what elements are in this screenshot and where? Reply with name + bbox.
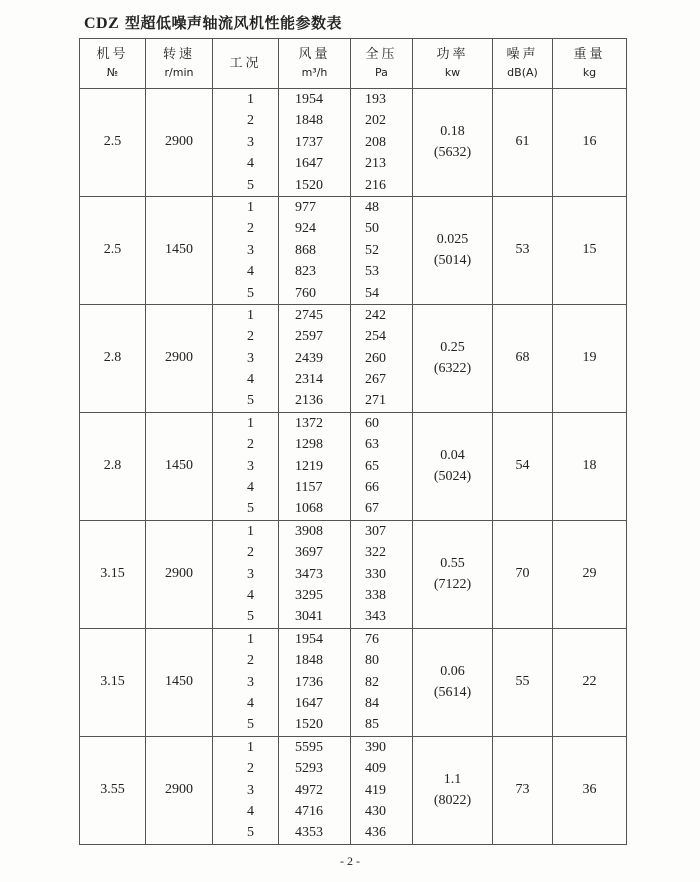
- table-row: [80, 736, 627, 844]
- condition-cell-value: 4: [247, 156, 254, 172]
- header-speed-unit: r/min: [164, 65, 194, 79]
- pressure-cell: [351, 736, 413, 844]
- header-power-unit: kw: [444, 65, 461, 79]
- power-cell: [413, 736, 493, 844]
- pressure-cell-value: 242: [365, 307, 386, 323]
- power-value: 0.25: [440, 340, 465, 356]
- airflow-cell-value: 3041: [295, 609, 323, 625]
- condition-cell: [213, 412, 279, 520]
- weight-cell: 29: [553, 520, 627, 628]
- pressure-cell-value: 322: [365, 545, 386, 561]
- weight-cell: 22: [553, 628, 627, 736]
- header-weight: [553, 39, 627, 89]
- airflow-cell-value: 1372: [295, 415, 323, 431]
- airflow-cell-value: 4716: [295, 803, 323, 819]
- condition-cell: [213, 628, 279, 736]
- condition-cell-value: 3: [247, 242, 254, 258]
- pressure-cell-value: 343: [365, 609, 386, 625]
- pressure-cell-value: 50: [365, 221, 379, 237]
- airflow-cell-value: 1737: [295, 134, 323, 150]
- pressure-cell-value: 52: [365, 242, 379, 258]
- condition-cell-value: 2: [247, 113, 254, 129]
- motor-model: (8022): [433, 793, 472, 809]
- airflow-cell-value: 3697: [295, 545, 323, 561]
- header-noise-label: 噪声: [506, 46, 539, 62]
- pressure-cell-value: 63: [365, 437, 379, 453]
- noise-cell: 55: [493, 628, 553, 736]
- condition-cell-value: 3: [247, 458, 254, 474]
- pressure-cell: [351, 304, 413, 412]
- header-pressure-unit: Pa: [375, 65, 388, 79]
- pressure-cell-value: 436: [365, 825, 386, 841]
- noise-cell: 68: [493, 304, 553, 412]
- weight-cell: 19: [553, 304, 627, 412]
- condition-cell-value: 1: [247, 631, 254, 647]
- pressure-cell-value: 53: [365, 264, 379, 280]
- condition-cell-value: 4: [247, 372, 254, 388]
- airflow-cell: [279, 304, 351, 412]
- pressure-cell-value: 54: [365, 285, 379, 301]
- noise-cell: 54: [493, 412, 553, 520]
- title-text: 型超低噪声轴流风机性能参数表: [125, 14, 343, 32]
- airflow-cell-value: 760: [295, 285, 316, 301]
- motor-model: (5614): [433, 685, 472, 701]
- condition-cell-value: 3: [247, 782, 254, 798]
- airflow-cell-value: 1848: [295, 113, 323, 129]
- power-cell: [413, 89, 493, 197]
- table-row: [80, 628, 627, 736]
- header-noise-unit: dB(A): [507, 65, 538, 79]
- airflow-cell-value: 1298: [295, 437, 323, 453]
- pressure-cell-value: 430: [365, 803, 386, 819]
- airflow-cell-value: 1520: [295, 177, 323, 193]
- table-body: [80, 89, 627, 845]
- header-pressure-label: 全压: [365, 46, 398, 62]
- pressure-cell-value: 84: [365, 695, 379, 711]
- table-row: [80, 304, 627, 412]
- airflow-cell-value: 2314: [295, 372, 323, 388]
- pressure-cell-value: 67: [365, 501, 379, 517]
- condition-cell-value: 1: [247, 415, 254, 431]
- pressure-cell-value: 48: [365, 199, 379, 215]
- condition-cell: [213, 196, 279, 304]
- header-power: [413, 39, 493, 89]
- airflow-cell-value: 2745: [295, 307, 323, 323]
- airflow-cell-value: 1219: [295, 458, 323, 474]
- airflow-cell: [279, 89, 351, 197]
- header-noise: [493, 39, 553, 89]
- power-value: 0.18: [440, 124, 465, 140]
- weight-cell: 18: [553, 412, 627, 520]
- power-value: 0.06: [440, 664, 465, 680]
- airflow-cell-value: 3473: [295, 566, 323, 582]
- condition-cell: [213, 89, 279, 197]
- speed-cell: 2900: [146, 89, 213, 197]
- header-speed: [146, 39, 213, 89]
- condition-cell-value: 5: [247, 177, 254, 193]
- speed-cell: 2900: [146, 304, 213, 412]
- power-cell: [413, 196, 493, 304]
- model-cell: 2.8: [80, 304, 146, 412]
- header-model-unit: №: [106, 65, 119, 79]
- noise-cell: 73: [493, 736, 553, 844]
- condition-cell: [213, 520, 279, 628]
- pressure-cell-value: 66: [365, 480, 379, 496]
- airflow-cell-value: 2136: [295, 393, 323, 409]
- power-value: 0.04: [440, 448, 465, 464]
- pressure-cell-value: 82: [365, 674, 379, 690]
- pressure-cell-value: 307: [365, 523, 386, 539]
- model-cell: 2.8: [80, 412, 146, 520]
- condition-cell-value: 2: [247, 653, 254, 669]
- airflow-cell: [279, 196, 351, 304]
- pressure-cell: [351, 628, 413, 736]
- condition-cell-value: 4: [247, 803, 254, 819]
- noise-cell: 61: [493, 89, 553, 197]
- pressure-cell-value: 419: [365, 782, 386, 798]
- header-power-label: 功率: [436, 46, 469, 62]
- airflow-cell-value: 4353: [295, 825, 323, 841]
- airflow-cell-value: 823: [295, 264, 316, 280]
- pressure-cell: [351, 520, 413, 628]
- noise-cell: 53: [493, 196, 553, 304]
- header-airflow-unit: m³/h: [301, 65, 328, 79]
- condition-cell-value: 4: [247, 264, 254, 280]
- airflow-cell-value: 1954: [295, 631, 323, 647]
- pressure-cell-value: 65: [365, 458, 379, 474]
- condition-cell-value: 1: [247, 523, 254, 539]
- condition-cell-value: 3: [247, 350, 254, 366]
- condition-cell-value: 5: [247, 393, 254, 409]
- speed-cell: 2900: [146, 736, 213, 844]
- motor-model: (5014): [433, 253, 472, 269]
- airflow-cell-value: 1157: [295, 480, 323, 496]
- airflow-cell: [279, 520, 351, 628]
- pressure-cell-value: 267: [365, 372, 386, 388]
- airflow-cell-value: 868: [295, 242, 316, 258]
- pressure-cell-value: 193: [365, 92, 386, 107]
- pressure-cell-value: 254: [365, 329, 386, 345]
- motor-model: (7122): [433, 577, 472, 593]
- condition-cell-value: 5: [247, 717, 254, 733]
- airflow-cell: [279, 412, 351, 520]
- power-value: 1.1: [443, 772, 462, 788]
- airflow-cell-value: 2597: [295, 329, 323, 345]
- condition-cell-value: 4: [247, 480, 254, 496]
- airflow-cell-value: 5595: [295, 739, 323, 755]
- header-condition: [213, 39, 279, 89]
- pressure-cell-value: 76: [365, 631, 379, 647]
- airflow-cell-value: 1647: [295, 156, 323, 172]
- condition-cell-value: 1: [247, 199, 254, 215]
- condition-cell-value: 1: [247, 92, 254, 107]
- condition-cell-value: 3: [247, 674, 254, 690]
- power-cell: [413, 412, 493, 520]
- table-row: [80, 196, 627, 304]
- condition-cell-value: 3: [247, 134, 254, 150]
- motor-model: (5632): [433, 145, 472, 161]
- header-condition-label: 工况: [229, 55, 262, 71]
- pressure-cell-value: 60: [365, 415, 379, 431]
- model-cell: 3.15: [80, 628, 146, 736]
- table-header-row: [80, 39, 627, 89]
- pressure-cell-value: 260: [365, 350, 386, 366]
- pressure-cell-value: 330: [365, 566, 386, 582]
- airflow-cell-value: 2439: [295, 350, 323, 366]
- airflow-cell-value: 3908: [295, 523, 323, 539]
- weight-cell: 36: [553, 736, 627, 844]
- model-cell: 2.5: [80, 196, 146, 304]
- header-model: [80, 39, 146, 89]
- condition-cell: [213, 736, 279, 844]
- pressure-cell-value: 213: [365, 156, 386, 172]
- pressure-cell: [351, 196, 413, 304]
- performance-table: [79, 38, 627, 845]
- table-row: [80, 520, 627, 628]
- pressure-cell-value: 202: [365, 113, 386, 129]
- airflow-cell: [279, 736, 351, 844]
- power-cell: [413, 628, 493, 736]
- pressure-cell-value: 271: [365, 393, 386, 409]
- airflow-cell-value: 1647: [295, 695, 323, 711]
- pressure-cell-value: 409: [365, 761, 386, 777]
- condition-cell-value: 2: [247, 329, 254, 345]
- power-cell: [413, 304, 493, 412]
- condition-cell-value: 3: [247, 566, 254, 582]
- condition-cell-value: 5: [247, 285, 254, 301]
- airflow-cell-value: 924: [295, 221, 316, 237]
- airflow-cell-value: 1520: [295, 717, 323, 733]
- model-cell: 3.15: [80, 520, 146, 628]
- condition-cell-value: 1: [247, 307, 254, 323]
- airflow-cell-value: 4972: [295, 782, 323, 798]
- table-row: [80, 89, 627, 197]
- condition-cell-value: 5: [247, 825, 254, 841]
- pressure-cell-value: 390: [365, 739, 386, 755]
- pressure-cell: [351, 412, 413, 520]
- condition-cell-value: 1: [247, 739, 254, 755]
- pressure-cell-value: 208: [365, 134, 386, 150]
- noise-cell: 70: [493, 520, 553, 628]
- header-weight-unit: kg: [582, 65, 597, 79]
- power-value: 0.55: [440, 556, 465, 572]
- speed-cell: 1450: [146, 196, 213, 304]
- pressure-cell-value: 85: [365, 717, 379, 733]
- model-cell: 2.5: [80, 89, 146, 197]
- airflow-cell-value: 1736: [295, 674, 323, 690]
- airflow-cell-value: 1954: [295, 92, 323, 107]
- table-row: [80, 412, 627, 520]
- power-cell: [413, 520, 493, 628]
- title-code: CDZ: [84, 15, 120, 32]
- weight-cell: 15: [553, 196, 627, 304]
- pressure-cell: [351, 89, 413, 197]
- airflow-cell-value: 3295: [295, 587, 323, 603]
- condition-cell-value: 5: [247, 501, 254, 517]
- condition-cell-value: 5: [247, 609, 254, 625]
- pressure-cell-value: 216: [365, 177, 386, 193]
- condition-cell-value: 2: [247, 221, 254, 237]
- power-value: 0.025: [436, 232, 469, 248]
- weight-cell: 16: [553, 89, 627, 197]
- model-cell: 3.55: [80, 736, 146, 844]
- airflow-cell: [279, 628, 351, 736]
- motor-model: (6322): [433, 361, 472, 377]
- condition-cell-value: 4: [247, 695, 254, 711]
- condition-cell-value: 2: [247, 761, 254, 777]
- header-model-label: 机号: [96, 46, 129, 62]
- motor-model: (5024): [433, 469, 472, 485]
- header-pressure: [351, 39, 413, 89]
- condition-cell-value: 4: [247, 587, 254, 603]
- condition-cell-value: 2: [247, 545, 254, 561]
- airflow-cell-value: 5293: [295, 761, 323, 777]
- header-speed-label: 转速: [162, 46, 195, 62]
- header-airflow-label: 风量: [298, 46, 331, 62]
- speed-cell: 1450: [146, 412, 213, 520]
- speed-cell: 1450: [146, 628, 213, 736]
- speed-cell: 2900: [146, 520, 213, 628]
- header-airflow: [279, 39, 351, 89]
- condition-cell: [213, 304, 279, 412]
- page-number: - 2 -: [340, 854, 360, 868]
- airflow-cell-value: 1068: [295, 501, 323, 517]
- pressure-cell-value: 338: [365, 587, 386, 603]
- page-title: [84, 12, 342, 33]
- header-weight-label: 重量: [573, 46, 606, 62]
- condition-cell-value: 2: [247, 437, 254, 453]
- airflow-cell-value: 1848: [295, 653, 323, 669]
- airflow-cell-value: 977: [295, 199, 316, 215]
- pressure-cell-value: 80: [365, 653, 379, 669]
